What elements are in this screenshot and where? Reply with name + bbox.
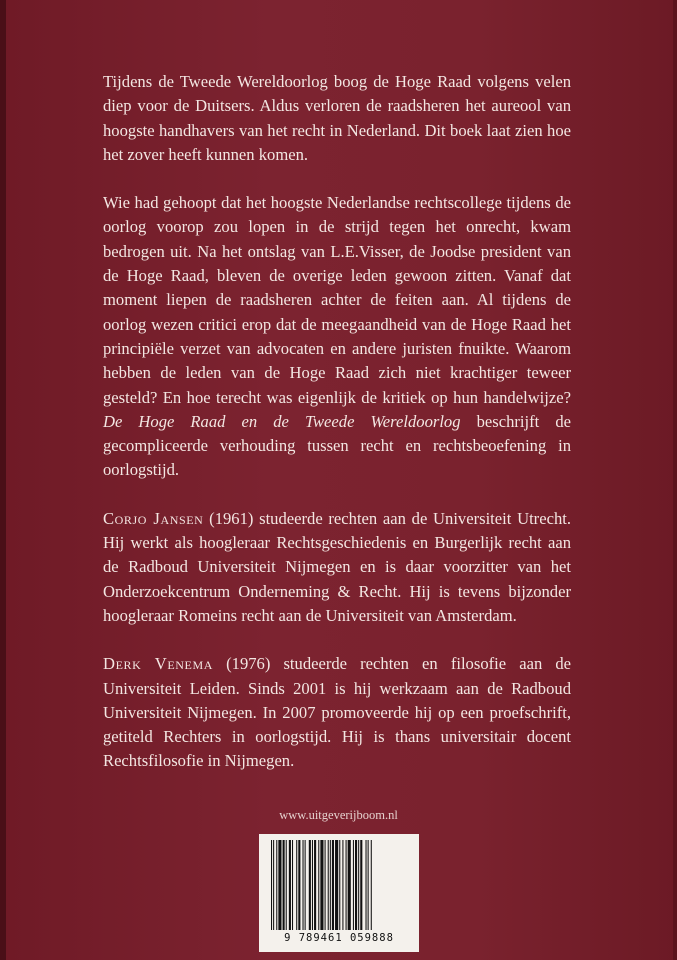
- summary-paragraph: [103, 191, 571, 483]
- isbn-number: 9 789461 059888: [284, 932, 394, 944]
- barcode-bar: [366, 840, 367, 930]
- barcode-bars: [269, 840, 409, 930]
- barcode-bar: [305, 840, 306, 930]
- author-bio-jansen-text: (1961) studeerde rechten aan de Universiteit Utrecht. Hij werkt als hoogleraar Rechtsgeschiedenis en Burgerlijk recht aan de Radboud Universiteit Nijmegen en is daar voorzitter van het Onderzoekcentrum Onderneming & Recht. Hij is tevens bijzonder hoogleraar Romeins recht aan de Universiteit van Amsterdam.: [103, 508, 571, 625]
- barcode-bar: [271, 840, 272, 930]
- author-bio-jansen: [103, 507, 571, 628]
- barcode-bar: [298, 840, 300, 930]
- barcode-bar: [330, 840, 331, 930]
- barcode-bar: [332, 840, 334, 930]
- book-title-italic: De Hoge Raad en de Tweede Wereldoorlog: [103, 411, 461, 431]
- author-bio-venema: [103, 652, 571, 773]
- barcode-bar: [314, 840, 316, 930]
- author-bio-venema-text: (1976) studeerde rechten en filosofie aan de Universiteit Leiden. Sinds 2001 is hij werkzaam aan de Radboud Universiteit Nijmegen. In 2007 promoveerde hij op een proefschrift, getiteld Rechters in oorlogstijd. Hij is thans universitair docent Rechtsfilosofie in Nijmegen.: [103, 654, 571, 771]
- author-name-venema: Derk Venema: [103, 654, 214, 674]
- barcode-bar: [353, 840, 354, 930]
- barcode-bar: [348, 840, 351, 930]
- barcode-bar: [283, 840, 285, 930]
- barcode-bar: [276, 840, 277, 930]
- barcode-bar: [360, 840, 362, 930]
- barcode-bar: [292, 840, 293, 930]
- barcode-bar: [318, 840, 319, 930]
- barcode-bar: [286, 840, 287, 930]
- publisher-website: www.uitgeverijboom.nl: [279, 808, 398, 822]
- barcode-bar: [273, 840, 274, 930]
- barcode-bar: [312, 840, 313, 930]
- barcode-bar: [309, 840, 311, 930]
- barcode-bar: [335, 840, 338, 930]
- author-name-jansen: Corjo Jansen: [103, 508, 204, 528]
- barcode-bar: [371, 840, 372, 930]
- barcode-bar: [278, 840, 281, 930]
- barcode-bar: [328, 840, 329, 930]
- barcode-bar: [296, 840, 297, 930]
- barcode-bar: [342, 840, 343, 930]
- blurb-text: [103, 70, 571, 774]
- barcode-bar: [368, 840, 369, 930]
- barcode-bar: [358, 840, 359, 930]
- barcode-bar: [320, 840, 323, 930]
- barcode-bar: [355, 840, 357, 930]
- intro-paragraph: Tijdens de Tweede Wereldoorlog boog de Hoge Raad volgens velen diep voor de Duitsers. Aldus verloren de raadsheren het aureool van hoogste handhavers van het recht in Nederland. Dit boek laat zien hoe het zover heeft kunnen komen.: [103, 72, 571, 164]
- barcode-bar: [339, 840, 340, 930]
- barcode-bar: [289, 840, 291, 930]
- summary-text: Wie had gehoopt dat het hoogste Nederlandse rechtscollege tijdens de oorlog voorop zou lopen in de strijd tegen het onrecht, kwam bedrogen uit. Na het ontslag van L.E.Visser, de Joodse president van de Hoge Raad, bleven de overige leden gewoon zitten. Vanaf dat moment liepen de raadsheren achter de feiten aan. Al tijdens de oorlog wezen critici erop dat de meegaandheid van de Hoge Raad het principiële verzet van advocaten en andere juristen fnuikte. Waarom hebben de leden van de Hoge Raad zich niet krachtiger teweer gesteld? En hoe terecht was eigenlijk de kritiek op hun handelwijze?: [103, 193, 571, 407]
- barcode-bar: [325, 840, 326, 930]
- barcode-bar: [303, 840, 304, 930]
- barcode-bar: [346, 840, 347, 930]
- isbn-barcode: [259, 834, 419, 952]
- summary-end: beschrijft de gecompliceerde verhouding tussen recht en rechtsbeoefening in oorlogstijd.: [103, 411, 571, 480]
